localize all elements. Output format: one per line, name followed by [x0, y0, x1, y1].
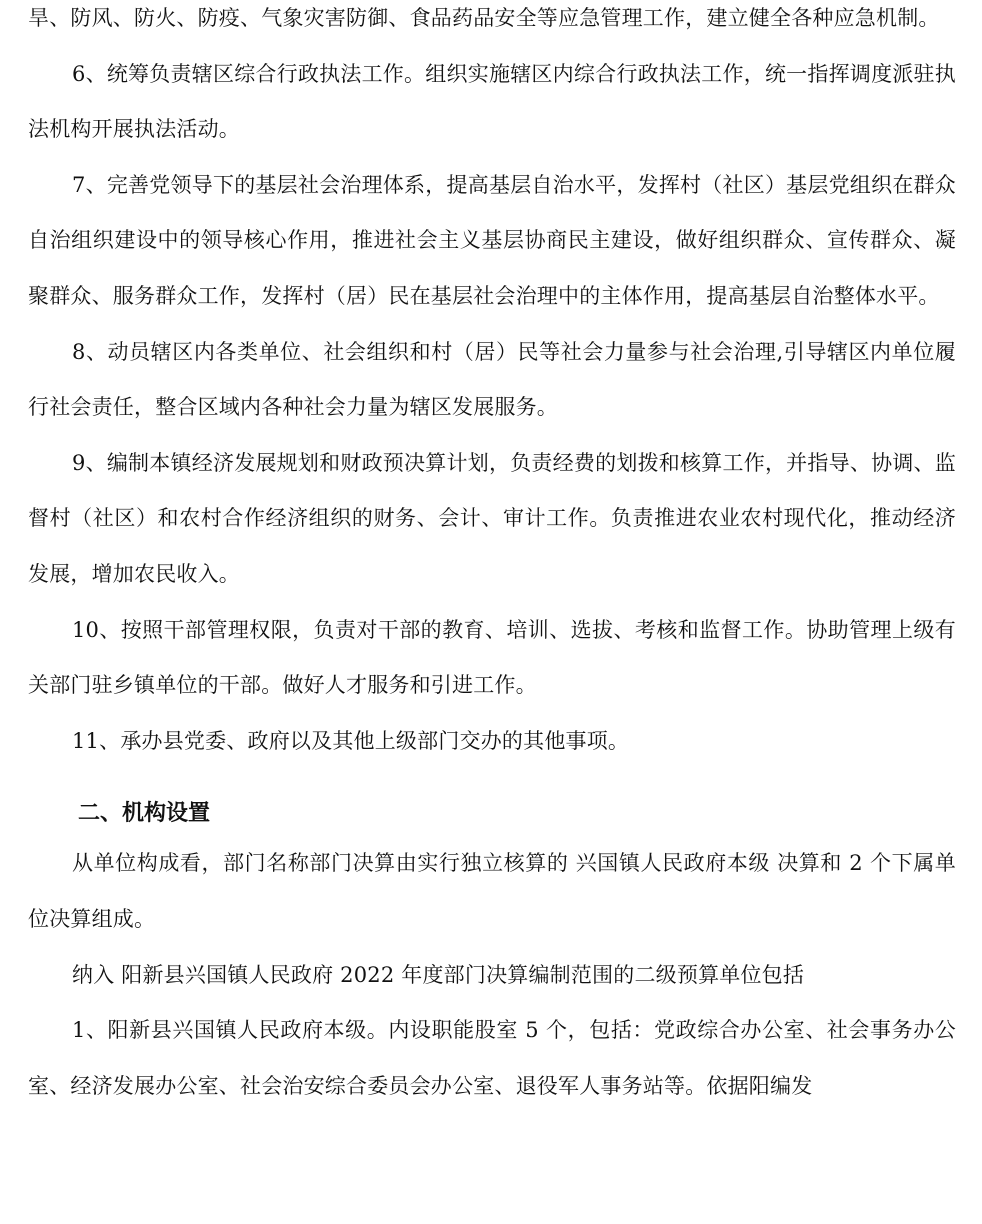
paragraph-item-9: 9、编制本镇经济发展规划和财政预决算计划，负责经费的划拨和核算工作，并指导、协调、监督村（社区）和农村合作经济组织的财务、会计、审计工作。负责推进农业农村现代化，推动经济发展，增加农民收入。: [28, 450, 956, 586]
paragraph-item-11: 11、承办县党委、政府以及其他上级部门交办的其他事项。: [72, 728, 630, 753]
paragraph-item-10: 10、按照干部管理权限，负责对干部的教育、培训、选拔、考核和监督工作。协助管理上级有关部门驻乡镇单位的干部。做好人才服务和引进工作。: [28, 617, 956, 698]
paragraph-item-7: 7、完善党领导下的基层社会治理体系，提高基层自治水平，发挥村（社区）基层党组织在群众自治组织建设中的领导核心作用，推进社会主义基层协商民主建设，做好组织群众、宣传群众、凝聚群众、服务群众工作，发挥村（居）民在基层社会治理中的主体作用，提高基层自治整体水平。: [28, 172, 956, 308]
paragraph-unit-composition: 从单位构成看，部门名称部门决算由实行独立核算的 兴国镇人民政府本级 决算和 2 个下属单位决算组成。: [28, 851, 956, 931]
paragraph-unit-1: 1、阳新县兴国镇人民政府本级。内设职能股室 5 个，包括：党政综合办公室、社会事务办公室、经济发展办公室、社会治安综合委员会办公室、退役军人事务站等。依据阳编发: [28, 1018, 956, 1098]
paragraph-emergency-management: 旱、防风、防火、防疫、气象灾害防御、食品药品安全等应急管理工作，建立健全各种应急机制。: [28, 6, 940, 30]
section-heading-organization: 二、机构设置: [78, 801, 211, 827]
paragraph-item-8: 8、动员辖区内各类单位、社会组织和村（居）民等社会力量参与社会治理,引导辖区内单位履行社会责任，整合区域内各种社会力量为辖区发展服务。: [28, 339, 956, 420]
paragraph-item-6: 6、统筹负责辖区综合行政执法工作。组织实施辖区内综合行政执法工作，统一指挥调度派驻执法机构开展执法活动。: [28, 61, 956, 142]
paragraph-secondary-units: 纳入 阳新县兴国镇人民政府 2022 年度部门决算编制范围的二级预算单位包括: [72, 962, 805, 987]
